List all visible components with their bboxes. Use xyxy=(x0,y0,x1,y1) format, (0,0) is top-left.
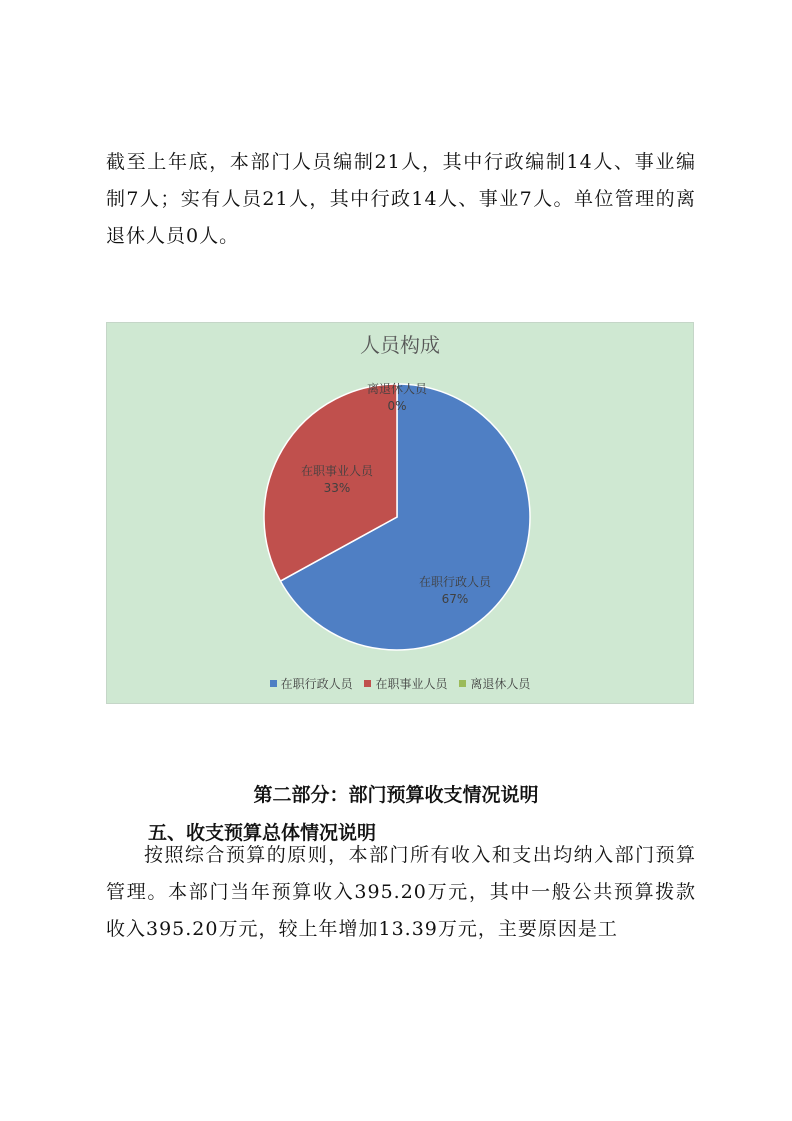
body-paragraph: 按照综合预算的原则，本部门所有收入和支出均纳入部门预算管理。本部门当年预算收入395.20万元，其中一般公共预算拨款收入395.20万元，较上年增加13.39万元，主要原因是工 xyxy=(106,844,696,940)
legend-label: 在职行政人员 xyxy=(280,677,353,691)
pie-svg xyxy=(107,323,695,673)
legend-swatch xyxy=(270,680,277,687)
legend-swatch xyxy=(459,680,466,687)
slice-name-label: 离退休人员 xyxy=(366,382,428,396)
legend-item-institution xyxy=(364,675,447,692)
legend-label: 离退休人员 xyxy=(470,677,531,691)
legend-item-admin xyxy=(270,675,353,692)
section-heading: 第二部分：部门预算收支情况说明 xyxy=(253,784,539,806)
legend-swatch xyxy=(364,680,371,687)
chart-title: 人员构成 xyxy=(360,333,440,357)
legend-item-retired xyxy=(459,675,530,692)
slice-name-label: 在职行政人员 xyxy=(418,575,492,589)
intro-paragraph: 截至上年底，本部门人员编制21人，其中行政编制14人、事业编制7人；实有人员21人，其中行政14人、事业7人。单位管理的离退休人员0人。 xyxy=(106,151,696,247)
subheading: 五、收支预算总体情况说明 xyxy=(148,822,377,844)
legend-label: 在职事业人员 xyxy=(375,677,448,691)
personnel-pie-chart xyxy=(106,322,694,704)
slice-name-label: 在职事业人员 xyxy=(300,464,374,478)
chart-legend xyxy=(107,675,693,692)
slice-percent-label: 33% xyxy=(323,481,351,495)
slice-percent-label: 0% xyxy=(387,399,407,413)
slice-percent-label: 67% xyxy=(441,592,469,606)
